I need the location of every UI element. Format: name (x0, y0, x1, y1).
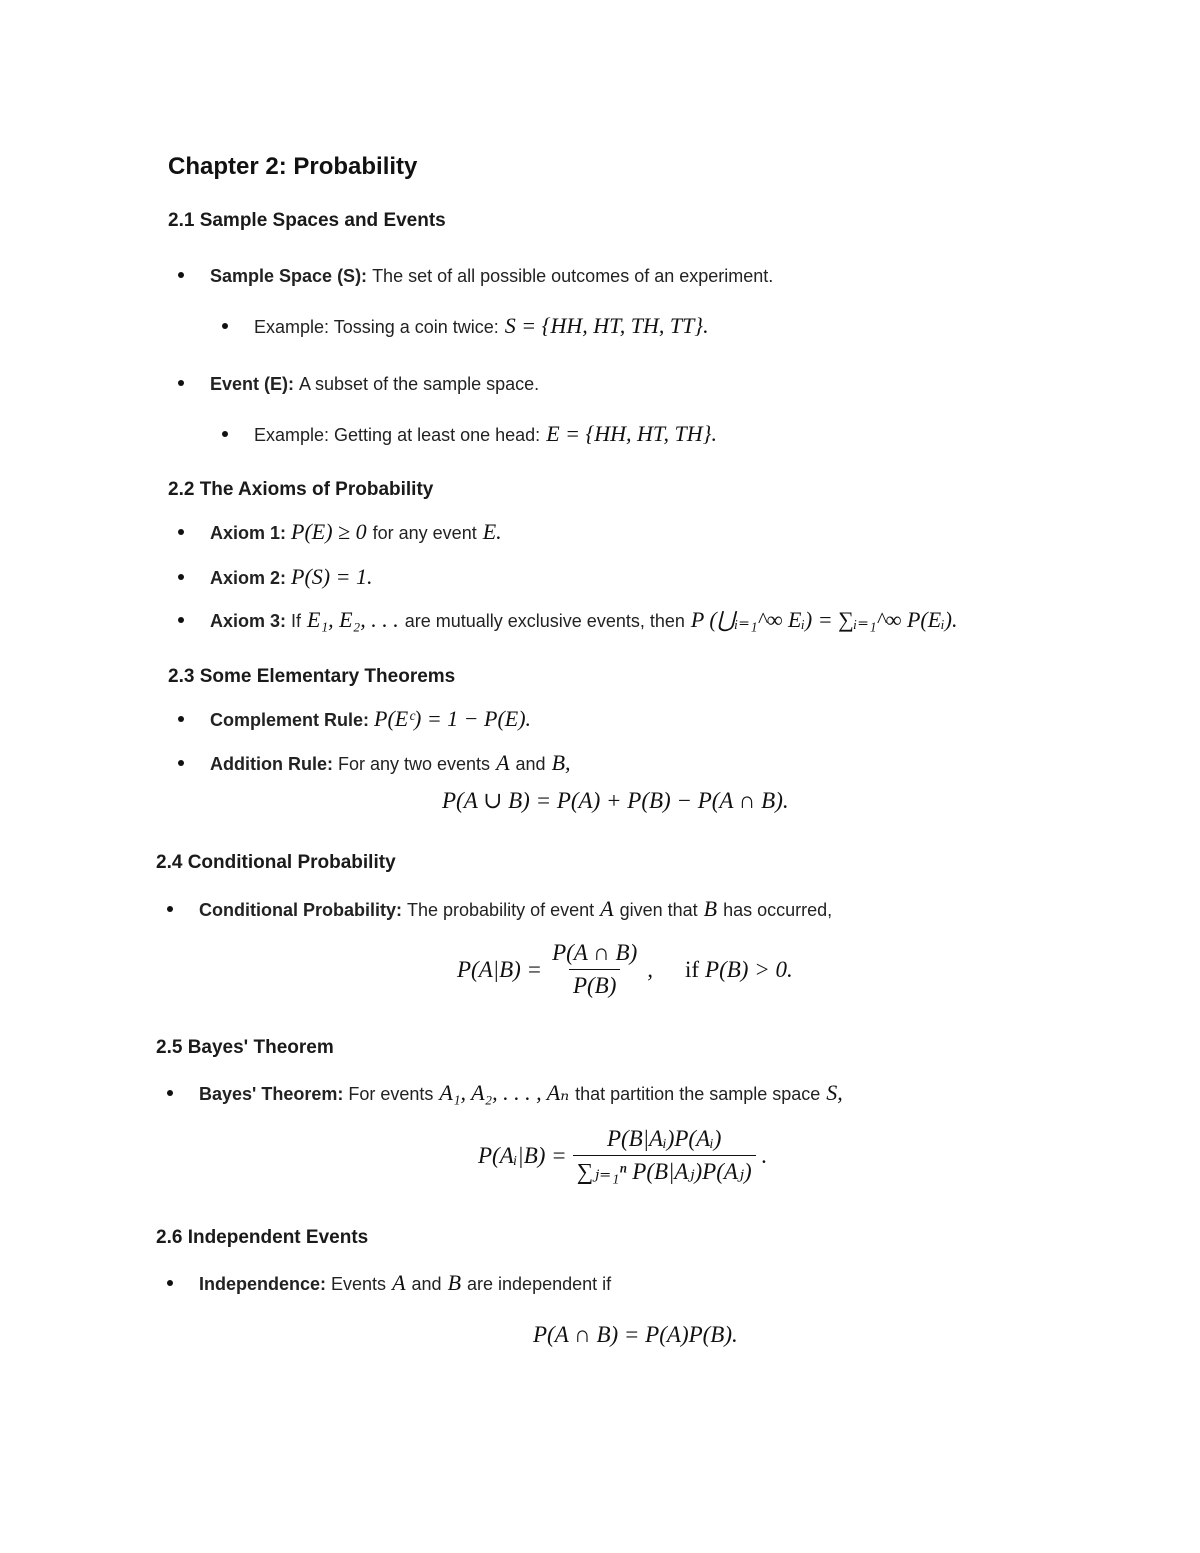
list-item-axiom-3 (178, 607, 958, 633)
bullet (178, 617, 184, 623)
equation-lhs: P(Aᵢ|B) = (478, 1142, 567, 1168)
math-expression: P (⋃ᵢ₌₁^∞ Eᵢ) = ∑ᵢ₌₁^∞ P(Eᵢ). (690, 607, 958, 632)
section-heading-2-5: 2.5 Bayes' Theorem (156, 1037, 334, 1058)
list-item-addition-rule (178, 750, 571, 776)
display-equation: P(A ∪ B) = P(A) + P(B) − P(A ∩ B). (442, 788, 789, 813)
math-expression: E₁, E₂, . . . (307, 607, 399, 632)
list-item-example (222, 313, 709, 339)
fraction (548, 940, 641, 999)
list-item-conditional-probability (167, 896, 832, 922)
definition-text: The set of all possible outcomes of an experiment. (372, 266, 774, 286)
bullet (222, 323, 228, 329)
term: Sample Space (S): (210, 266, 368, 286)
denominator: ∑ⱼ₌₁ⁿ P(B|Aⱼ)P(Aⱼ) (573, 1155, 756, 1185)
text: that partition the sample space (575, 1084, 821, 1104)
period: . (761, 1142, 768, 1168)
list-item-sample-space (178, 266, 773, 287)
display-equation: P(A ∩ B) = P(A)P(B). (533, 1322, 738, 1347)
math-expression: B (703, 896, 718, 921)
list-item-independence (167, 1270, 611, 1296)
text: and (515, 754, 546, 774)
term: Bayes' Theorem: (199, 1084, 344, 1104)
section-heading-2-4: 2.4 Conditional Probability (156, 852, 396, 873)
term: Independence: (199, 1274, 327, 1294)
math-expression: P(S) = 1. (291, 564, 373, 589)
condition-math: P(B) > 0. (705, 956, 793, 982)
section-heading-2-2: 2.2 The Axioms of Probability (168, 479, 434, 500)
section-heading-2-1: 2.1 Sample Spaces and Events (168, 210, 446, 231)
text: are mutually exclusive events, then (404, 611, 685, 631)
term: Axiom 3: (210, 611, 287, 631)
list-item-example (222, 421, 717, 447)
math-expression: A (496, 750, 510, 775)
list-item-event (178, 374, 539, 395)
numerator: P(B|Aᵢ)P(Aᵢ) (606, 1126, 722, 1151)
math-expression: E. (482, 519, 502, 544)
example-text: Example: Tossing a coin twice: (254, 317, 499, 337)
math-expression: S = {HH, HT, TH, TT}. (504, 313, 709, 338)
section-heading-2-3: 2.3 Some Elementary Theorems (168, 666, 456, 687)
definition-text: A subset of the sample space. (299, 374, 540, 394)
text: are independent if (467, 1274, 612, 1294)
text: and (411, 1274, 442, 1294)
text: has occurred, (723, 900, 833, 920)
comma: , (647, 956, 653, 982)
term: Axiom 1: (210, 523, 287, 543)
term: Addition Rule: (210, 754, 333, 774)
text: For events (348, 1084, 434, 1104)
list-item-axiom-1 (178, 519, 502, 545)
text: For any two events (337, 754, 491, 774)
text: Events (331, 1274, 387, 1294)
text: If (291, 611, 302, 631)
math-expression: B, (551, 750, 571, 775)
math-expression: P(E) ≥ 0 (291, 519, 367, 544)
list-item-complement-rule (178, 706, 531, 732)
bullet (222, 431, 228, 437)
bullet (178, 529, 184, 535)
math-expression: A₁, A₂, . . . , Aₙ (439, 1080, 570, 1105)
bullet (167, 906, 173, 912)
math-expression: A (392, 1270, 406, 1295)
math-expression: P(Eᶜ) = 1 − P(E). (374, 706, 532, 731)
term: Event (E): (210, 374, 295, 394)
bullet (178, 716, 184, 722)
denominator: P(B) (569, 969, 620, 999)
page-title: Chapter 2: Probability (168, 153, 418, 180)
section-heading-2-6: 2.6 Independent Events (156, 1227, 369, 1248)
bullet (167, 1280, 173, 1286)
display-equation-bayes (478, 1126, 767, 1185)
example-text: Example: Getting at least one head: (254, 425, 541, 445)
equation-lhs: P(A|B) = (457, 956, 543, 982)
math-expression: B (447, 1270, 462, 1295)
condition-word: if (684, 956, 700, 982)
term: Conditional Probability: (199, 900, 402, 920)
list-item-bayes-theorem (167, 1080, 843, 1106)
fraction (573, 1126, 756, 1185)
bullet (167, 1090, 173, 1096)
text: The probability of event (407, 900, 595, 920)
display-equation-conditional (457, 940, 793, 999)
bullet (178, 380, 184, 386)
list-item-axiom-2 (178, 564, 372, 590)
text: for any event (372, 523, 477, 543)
math-expression: A (600, 896, 614, 921)
term: Complement Rule: (210, 710, 370, 730)
bullet (178, 272, 184, 278)
math-expression: E = {HH, HT, TH}. (546, 421, 717, 446)
numerator: P(A ∩ B) (552, 940, 638, 965)
bullet (178, 574, 184, 580)
math-expression: S, (826, 1080, 843, 1105)
bullet (178, 760, 184, 766)
text: given that (619, 900, 698, 920)
term: Axiom 2: (210, 568, 287, 588)
